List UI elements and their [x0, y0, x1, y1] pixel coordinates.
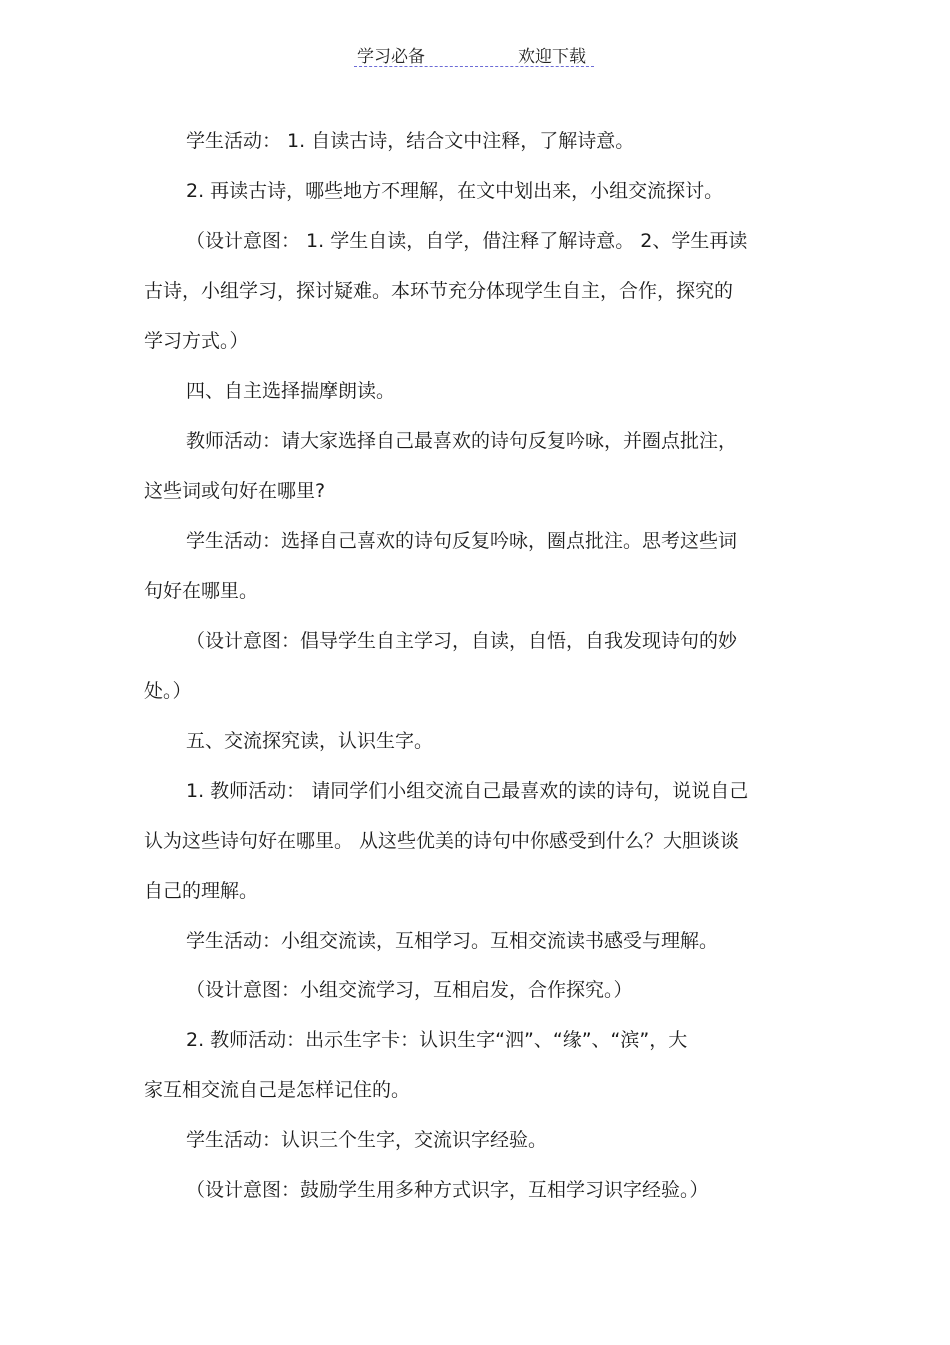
paragraph-line: （设计意图：小组交流学习，互相启发，合作探究。）	[186, 979, 633, 1001]
page-header	[354, 40, 594, 67]
paragraph-line: 自己的理解。	[144, 880, 259, 902]
paragraph-line: 1. 教师活动： 请同学们小组交流自己最喜欢的读的诗句，说说自己	[186, 780, 749, 802]
header-right-text: 欢迎下载	[518, 47, 586, 67]
paragraph-line: 学生活动：认识三个生字，交流识字经验。	[186, 1129, 548, 1151]
paragraph-line: 这些词或句好在哪里?	[144, 480, 326, 502]
paragraph-line: 句好在哪里。	[144, 580, 259, 602]
paragraph-line: 学习方式。）	[144, 330, 249, 352]
paragraph-line: 认为这些诗句好在哪里。 从这些优美的诗句中你感受到什么？大胆谈谈	[144, 830, 740, 852]
paragraph-line: 学生活动：小组交流读，互相学习。互相交流读书感受与理解。	[186, 930, 719, 952]
section-heading: 四、自主选择揣摩朗读。	[186, 380, 396, 402]
paragraph-line: 教师活动：请大家选择自己最喜欢的诗句反复吟咏，并圈点批注，	[186, 430, 738, 452]
paragraph-line: （设计意图：鼓励学生用多种方式识字，互相学习识字经验。）	[186, 1179, 709, 1201]
paragraph-line: 处。）	[144, 680, 192, 702]
paragraph-line: 家互相交流自己是怎样记住的。	[144, 1079, 411, 1101]
paragraph-line: 2. 再读古诗，哪些地方不理解，在文中划出来，小组交流探讨。	[186, 180, 724, 202]
paragraph-line: 2. 教师活动：出示生字卡：认识生字“泗”、“缘”、“滨”，大	[186, 1029, 688, 1051]
paragraph-line: 学生活动：选择自己喜欢的诗句反复吟咏，圈点批注。思考这些词	[186, 530, 738, 552]
header-left-text: 学习必备	[357, 47, 425, 67]
paragraph-line: （设计意图：倡导学生自主学习，自读，自悟，自我发现诗句的妙	[186, 630, 738, 652]
paragraph-line: 学生活动： 1. 自读古诗，结合文中注释，了解诗意。	[186, 130, 635, 152]
paragraph-line: 古诗，小组学习，探讨疑难。本环节充分体现学生自主，合作，探究的	[144, 280, 734, 302]
section-heading: 五、交流探究读，认识生字。	[186, 730, 434, 752]
paragraph-line: （设计意图： 1. 学生自读，自学，借注释了解诗意。 2、学生再读	[186, 230, 748, 252]
